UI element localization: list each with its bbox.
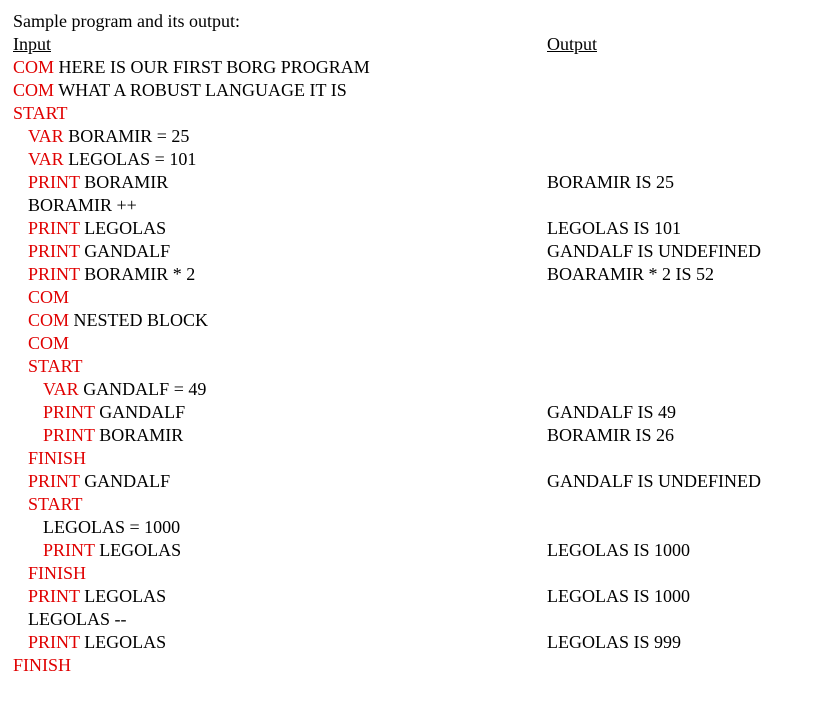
code-line: [28, 286, 69, 309]
code-line: [43, 516, 180, 539]
output-line: GANDALF IS UNDEFINED: [547, 471, 761, 491]
output-line: GANDALF IS 49: [547, 402, 677, 422]
code-text: HERE IS OUR FIRST BORG PROGRAM: [54, 57, 370, 77]
code-text: LEGOLAS: [79, 632, 167, 652]
code-text: GANDALF = 49: [78, 379, 207, 399]
keyword: VAR: [28, 126, 64, 146]
code-line: [28, 217, 166, 240]
code-text: WHAT A ROBUST LANGUAGE IT IS: [54, 80, 347, 100]
code-text: BORAMIR ++: [28, 195, 137, 215]
output-line: BOARAMIR * 2 IS 52: [547, 264, 715, 284]
keyword: COM: [13, 57, 55, 77]
keyword: PRINT: [28, 471, 80, 491]
code-line: [13, 56, 370, 79]
code-line: [43, 424, 183, 447]
code-line: [28, 194, 137, 217]
output-line: GANDALF IS UNDEFINED: [547, 241, 761, 261]
code-text: BORAMIR: [79, 172, 169, 192]
code-line: [28, 470, 170, 493]
keyword: COM: [28, 287, 70, 307]
code-text: LEGOLAS: [79, 218, 167, 238]
keyword: COM: [13, 80, 55, 100]
code-text: LEGOLAS = 1000: [43, 517, 181, 537]
code-line: [28, 171, 168, 194]
code-text: BORAMIR: [94, 425, 184, 445]
keyword: PRINT: [43, 402, 95, 422]
code-text: GANDALF: [94, 402, 186, 422]
code-text: LEGOLAS = 101: [63, 149, 197, 169]
code-line: [28, 631, 166, 654]
keyword: START: [13, 103, 68, 123]
output-line: LEGOLAS IS 101: [547, 218, 681, 238]
keyword: COM: [28, 333, 70, 353]
code-line: [13, 79, 347, 102]
code-text: LEGOLAS: [79, 586, 167, 606]
code-text: NESTED BLOCK: [69, 310, 209, 330]
keyword: FINISH: [13, 655, 72, 675]
code-text: BORAMIR = 25: [63, 126, 190, 146]
keyword: PRINT: [28, 264, 80, 284]
code-line: [28, 240, 170, 263]
output-line: LEGOLAS IS 1000: [547, 540, 690, 560]
output-line: LEGOLAS IS 1000: [547, 586, 690, 606]
keyword: START: [28, 356, 83, 376]
code-text: LEGOLAS: [94, 540, 182, 560]
code-line: [28, 585, 166, 608]
keyword: START: [28, 494, 83, 514]
keyword: VAR: [43, 379, 79, 399]
keyword: PRINT: [28, 172, 80, 192]
code-line: [13, 102, 67, 125]
code-line: [28, 148, 196, 171]
code-line: [43, 378, 206, 401]
code-text: LEGOLAS --: [28, 609, 127, 629]
keyword: FINISH: [28, 448, 87, 468]
keyword: PRINT: [28, 218, 80, 238]
keyword: VAR: [28, 149, 64, 169]
code-line: [28, 332, 69, 355]
code-text: GANDALF: [79, 241, 171, 261]
code-text: GANDALF: [79, 471, 171, 491]
code-line: [43, 539, 181, 562]
keyword: PRINT: [43, 425, 95, 445]
code-line: [28, 493, 82, 516]
code-text: BORAMIR * 2: [79, 264, 196, 284]
code-line: [28, 263, 195, 286]
keyword: PRINT: [28, 632, 80, 652]
output-line: LEGOLAS IS 999: [547, 632, 681, 652]
code-line: [28, 309, 208, 332]
output-header: Output: [547, 34, 598, 54]
caption: Sample program and its output:: [13, 11, 240, 31]
keyword: PRINT: [28, 586, 80, 606]
output-line: BORAMIR IS 25: [547, 172, 675, 192]
keyword: PRINT: [43, 540, 95, 560]
keyword: FINISH: [28, 563, 87, 583]
input-header: Input: [13, 34, 51, 54]
code-line: [28, 355, 82, 378]
output-line: BORAMIR IS 26: [547, 425, 675, 445]
keyword: PRINT: [28, 241, 80, 261]
code-line: [28, 562, 86, 585]
keyword: COM: [28, 310, 70, 330]
code-line: [28, 125, 189, 148]
code-line: [28, 608, 126, 631]
code-line: [28, 447, 86, 470]
code-line: [13, 654, 71, 677]
code-line: [43, 401, 185, 424]
